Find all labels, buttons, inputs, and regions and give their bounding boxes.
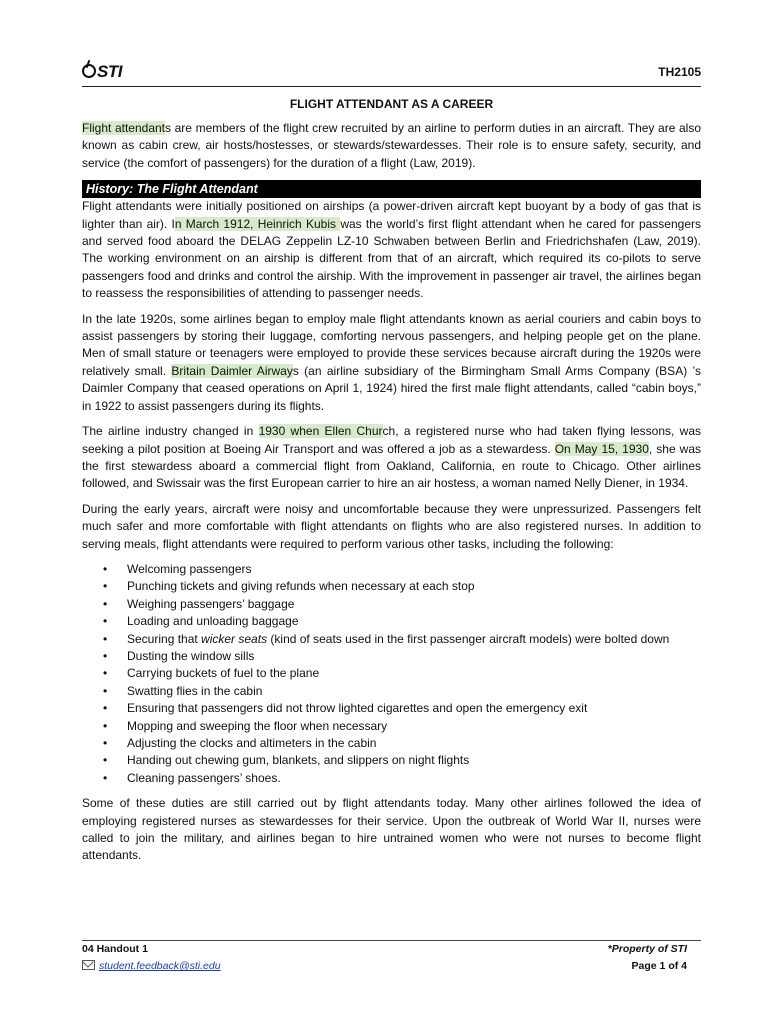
closing-paragraph: Some of these duties are still carried out by flight attendants today. Many other airlines followed the idea of employing registered nurses as stewardesses for their service. Upon the outbreak of World War II, nurses were called to join the military, and airlines began to hire untrained women who were not nurses to become flight attendants. [82,796,701,863]
document-code: TH2105 [658,65,701,79]
list-item: • Swatting flies in the cabin [82,683,701,700]
list-item: • Securing that wicker seats (kind of seats used in the first passenger aircraft models) were bolted down [82,631,701,648]
highlight: 1930 when Ellen Chur [258,424,383,439]
logo-mark-icon [82,64,96,78]
list-item: • Carrying buckets of fuel to the plane [82,665,701,682]
list-item: • Handing out chewing gum, blankets, and slippers on night flights [82,752,701,769]
history-paragraph-1: Flight attendants were initially positioned on airships (a power-driven aircraft kept buoyant by a body of gas that is lighter than air). In March 1912, Heinrich Kubis was the world’s first flight attendant when he cared for passengers and served food aboard the DELAG Zeppelin LZ-10 Schwaben between Berlin and Friedrichshafen (Law, 2019). The working environment on an airship is different from that of an aircraft, which required its co-pilots to serve passengers food and drinks and control the airship. With the improvement in passenger air travel, the airlines began to reassess the responsibilities of attending to passenger needs. [82,199,702,301]
intro-paragraph: Flight attendants are members of the flight crew recruited by an airline to perform duties in an aircraft. They are also known as cabin crew, air hosts/hostesses, or stewards/stewardesses. Their role is to ensure safety, security, and service (the comfort of passengers) for the duration of a flight (Law, 2019). [82,121,701,170]
duties-list [82,561,701,787]
document-title: FLIGHT ATTENDANT AS A CAREER [289,97,494,111]
header-rule [82,86,701,87]
history-paragraph-2: In the late 1920s, some airlines began to employ male flight attendants known as aerial couriers and cabin boys to assist passengers by storing their luggage, comforting nervous passengers, and helping people get on the plane. Men of small stature or teenagers were employed to provide these services because aircraft during the 1920s were relatively small. Britain Daimler Airways (an airline subsidiary of the Birmingham Small Arms Company (BSA) ’s Daimler Company that ceased operations on April 1, 1924) hired the first male flight attendants, called “cabin boys,” in 1922 to assist passengers during its flights. [82,311,701,413]
footer-row-2 [82,958,701,975]
page-footer [82,940,701,975]
highlight: Britain Daimler Airway [171,363,293,378]
highlight: On May 15, 1930 [554,441,649,456]
sti-logo: STI [82,62,122,82]
page-header [82,58,701,82]
document-page [82,58,701,873]
list-item: • Cleaning passengers’ shoes. [82,770,701,787]
section-heading: History: The Flight Attendant [82,180,701,198]
handout-label: 04 Handout 1 [82,943,148,955]
list-item: • Punching tickets and giving refunds when necessary at each stop [82,578,701,595]
history-paragraph-3: The airline industry changed in 1930 when Ellen Church, a registered nurse who had taken flying lessons, was seeking a pilot position at Boeing Air Transport and was offered a job as a stewardess. On May 15, 1930, she was the first stewardess aboard a commercial flight from Oakland, California, en route to Chicago. Other airlines followed, and Swissair was the first European carrier to hire an air hostess, a woman named Nelly Diener, in 1934. [82,424,701,491]
list-item: • Dusting the window sills [82,648,701,665]
list-item: • Weighing passengers’ baggage [82,596,701,613]
list-item: • Adjusting the clocks and altimeters in the cabin [82,735,701,752]
feedback-email-link[interactable]: student.feedback@sti.edu [82,960,221,972]
property-label: *Property of STI [607,943,687,955]
page-number: Page 1 of 4 [631,960,687,972]
history-paragraph-4: During the early years, aircraft were noisy and uncomfortable because they were unpressurized. Passengers felt much safer and more comfortable with flight attendants on flights who are also registered nurses. In addition to serving meals, flight attendants were required to perform various other tasks, including the following: [82,501,701,551]
highlight: Flight attendant [82,121,166,135]
list-item: • Mopping and sweeping the floor when necessary [82,718,701,735]
highlight: n March 1912, Heinrich Kubis [174,216,341,231]
footer-row-1 [82,941,701,958]
list-item: • Loading and unloading baggage [82,613,701,630]
envelope-icon [82,960,95,970]
list-item: • Ensuring that passengers did not throw lighted cigarettes and open the emergency exit [82,700,701,717]
list-item: • Welcoming passengers [82,561,701,578]
